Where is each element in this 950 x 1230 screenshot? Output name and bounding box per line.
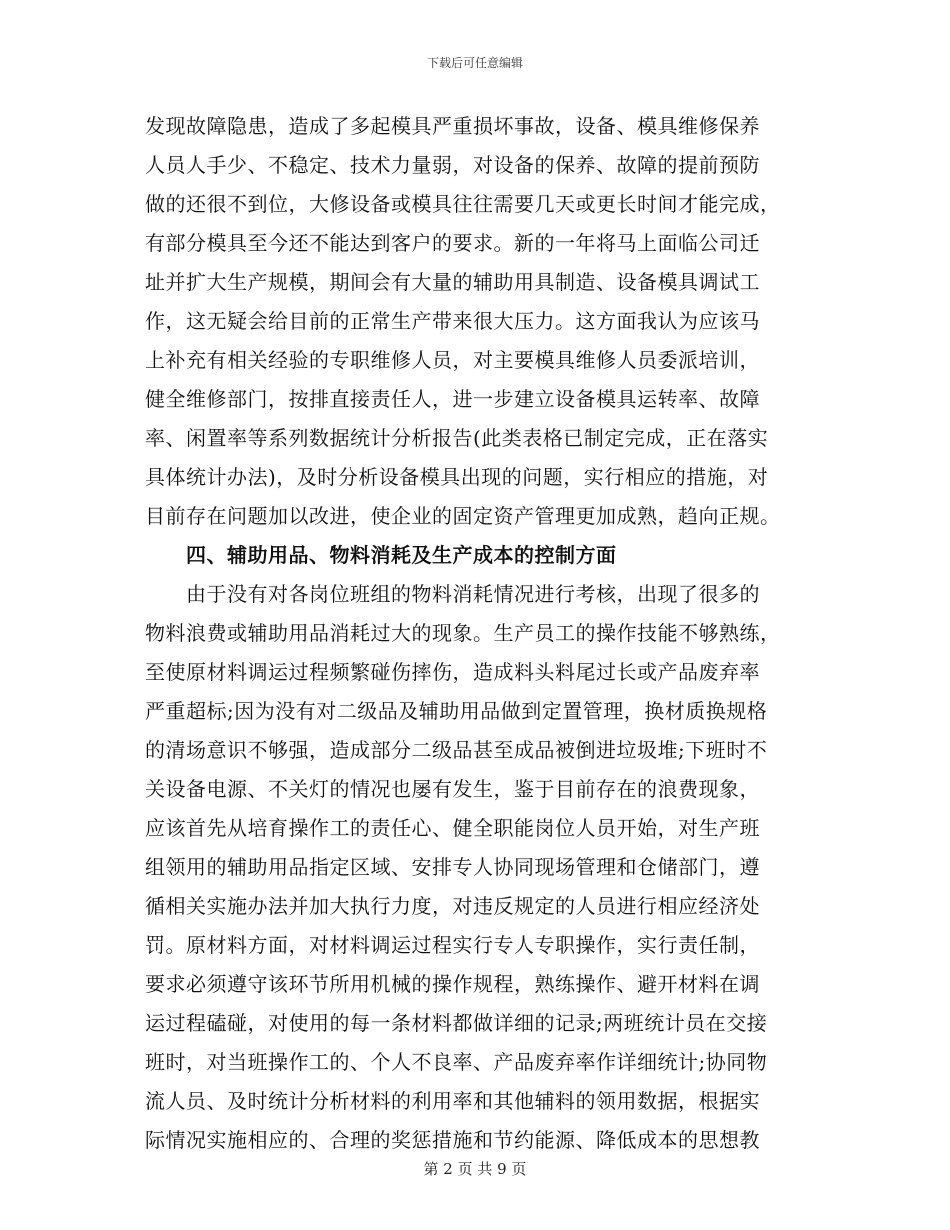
- page-header-note: 下载后可任意编辑: [426, 56, 523, 70]
- body-line: 罚。原材料方面，对材料调运过程实行专人专职操作，实行责任制，: [145, 933, 760, 957]
- body-line: 流人员、及时统计分析材料的利用率和其他辅料的领用数据，根据实: [145, 1089, 760, 1113]
- body-line: 上补充有相关经验的专职维修人员，对主要模具维修人员委派培训，: [145, 348, 760, 372]
- body-line: 运过程磕碰，对使用的每一条材料都做详细的记录;两班统计员在交接: [145, 1011, 768, 1035]
- body-line: 由于没有对各岗位班组的物料消耗情况进行考核，出现了很多的: [145, 582, 760, 606]
- body-line: 发现故障隐患，造成了多起模具严重损坏事故，设备、模具维修保养: [145, 114, 760, 138]
- body-line: 健全维修部门，按排直接责任人，进一步建立设备模具运转率、故障: [145, 387, 760, 411]
- body-line: 具体统计办法)，及时分析设备模具出现的问题，实行相应的措施，对: [145, 465, 769, 489]
- body-line: 应该首先从培育操作工的责任心、健全职能岗位人员开始，对生产班: [145, 816, 760, 840]
- section-heading: 四、辅助用品、物料消耗及生产成本的控制方面: [145, 543, 617, 567]
- body-line: 址并扩大生产规模，期间会有大量的辅助用具制造、设备模具调试工: [145, 270, 760, 294]
- body-line: 要求必须遵守该环节所用机械的操作规程，熟练操作、避开材料在调: [145, 972, 760, 996]
- body-line: 循相关实施办法并加大执行力度，对违反规定的人员进行相应经济处: [145, 894, 760, 918]
- body-line: 严重超标;因为没有对二级品及辅助用品做到定置管理，换材质换规格: [145, 699, 768, 723]
- body-line: 目前存在问题加以改进，使企业的固定资产管理更加成熟，趋向正规。: [145, 504, 781, 528]
- page-number: 第 2 页 共 9 页: [423, 1160, 527, 1178]
- body-line: 关设备电源、不关灯的情况也屡有发生，鉴于目前存在的浪费现象，: [145, 777, 760, 801]
- body-line: 物料浪费或辅助用品消耗过大的现象。生产员工的操作技能不够熟练，: [145, 621, 781, 645]
- body-line: 率、闲置率等系列数据统计分析报告(此类表格已制定完成，正在落实: [145, 426, 769, 450]
- body-line: 班时，对当班操作工的、个人不良率、产品废弃率作详细统计;协同物: [145, 1050, 768, 1074]
- body-line: 的清场意识不够强，造成部分二级品甚至成品被倒进垃圾堆;下班时不: [145, 738, 768, 762]
- body-line: 做的还很不到位，大修设备或模具往往需要几天或更长时间才能完成，: [145, 192, 781, 216]
- body-line: 组领用的辅助用品指定区域、安排专人协同现场管理和仓储部门，遵: [145, 855, 760, 879]
- body-line: 至使原材料调运过程频繁碰伤摔伤，造成料头料尾过长或产品废弃率: [145, 660, 760, 684]
- body-line: 际情况实施相应的、合理的奖惩措施和节约能源、降低成本的思想教: [145, 1128, 760, 1152]
- body-line: 人员人手少、不稳定、技术力量弱，对设备的保养、故障的提前预防: [145, 153, 760, 177]
- body-line: 作，这无疑会给目前的正常生产带来很大压力。这方面我认为应该马: [145, 309, 760, 333]
- document-body: [145, 107, 810, 1160]
- body-line: 有部分模具至今还不能达到客户的要求。新的一年将马上面临公司迁: [145, 231, 760, 255]
